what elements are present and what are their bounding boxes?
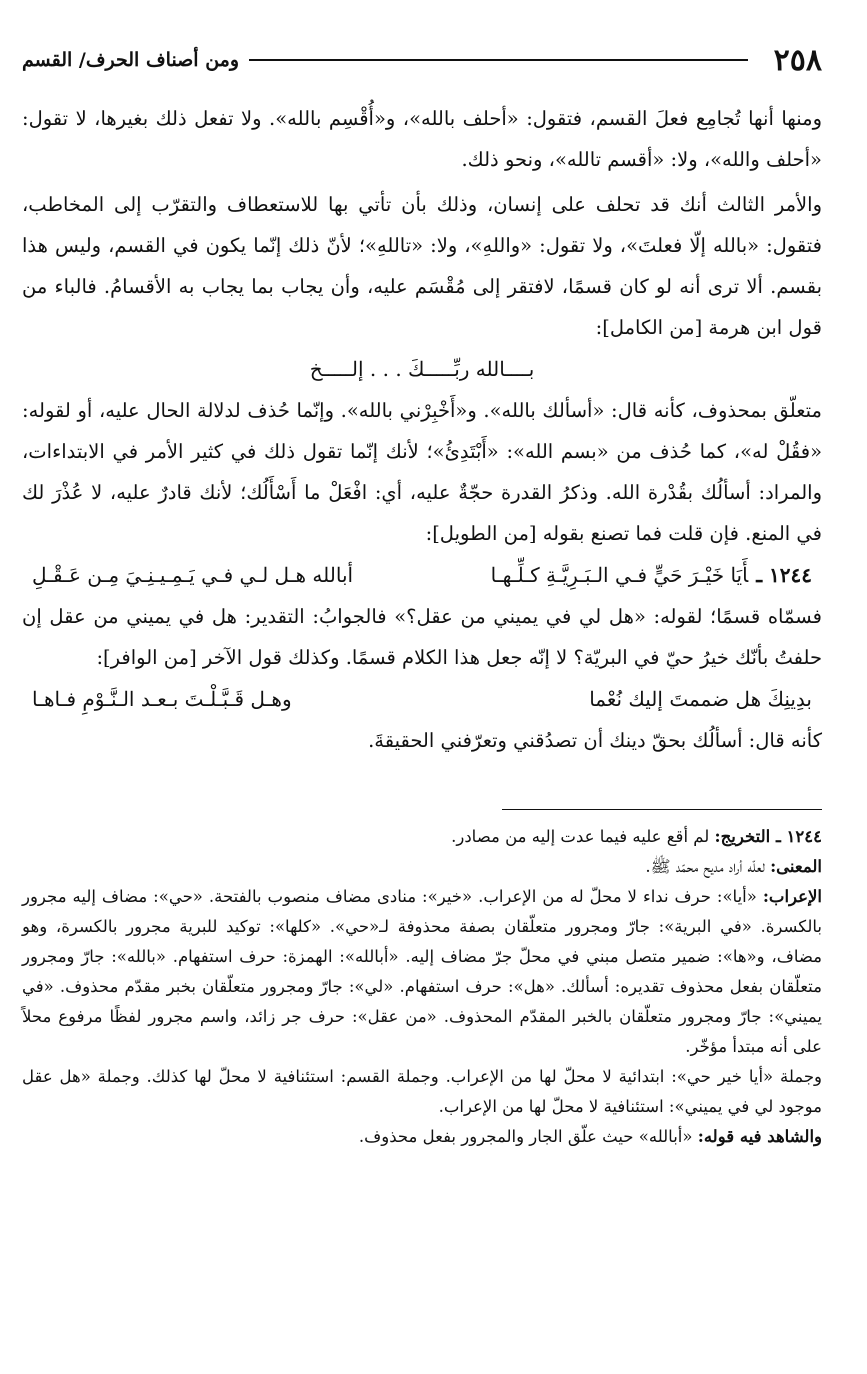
verse-fragment — [22, 348, 822, 390]
paragraph-5: كأنه قال: أسألُك بحقّ دينك أن تصدُقني وتعرّفني الحقيقةَ. — [368, 729, 822, 752]
paragraph-3: متعلّق بمحذوف، كأنه قال: «أسألك بالله». و«أَخْبِرْني بالله». وإنّما حُذف لدلالة الحال عليه، أو لقوله: «فقُلْ له»، كما حُذف من «بسم الله»: «أَبْتَدِئُ»؛ لأنك إنّما تقول ذلك في كثير الأمر في الابتداءات، والمراد: أسألُك بقُدْرة الله. وذكرُ القدرة حجّةٌ عليه، أي: افْعَلْ ما أَسْأَلُك؛ لأنك قادرٌ عليه، لا عُذْرَ لك في المنع. فإن قلت فما تصنع بقوله [من الطويل]: — [22, 399, 822, 545]
footnote-rule — [502, 809, 822, 810]
verse-2 — [22, 678, 822, 720]
page-header — [22, 40, 822, 80]
book-page — [22, 40, 822, 1360]
footnote-sentences: وجملة «أيا خير حي»: ابتدائية لا محلّ لها من الإعراب. وجملة القسم: استئنافية لا محلّ لها كذلك. وجملة «هل عقل موجود لي في يميني»: استئنافية لا محلّ لها من الإعراب. — [22, 1067, 822, 1116]
paragraph-2: والأمر الثالث أنك قد تحلف على إنسان، وذلك بأن تأتي بها للاستعطاف والتقرّب إلى المخاطب، فتقول: «بالله إلّا فعلتَ»، ولا تقول: «واللهِ»، ولا: «تاللهِ»؛ لأنّ ذلك إنّما يكون في القسم، وليس هذا بقسم. ألا ترى أنه لو كان قسمًا، لافتقر إلى مُقْسَم عليه، وأن يجاب بما يجاب به الأقسامُ. فالباء من قول ابن هرمة [من الكامل]: — [22, 193, 822, 339]
verse-1244-second-hemistich: أبالله هـل لـي فـي يَـمِـيـنِـيَ مِـن عَـقْـلِ — [32, 563, 354, 587]
footnote-irab: الإعراب: «أيا»: حرف نداء لا محلّ له من الإعراب. «خير»: منادى مضاف منصوب بالفتحة. «حي»: مضاف إليه مجرور بالكسرة. «في البرية»: جارّ ومجرور متعلّقان بصفة محذوفة لـ«حي». «كلها»: توكيد للبرية مجرور بالكسرة، وهو مضاف، و«ها»: ضمير متصل مبني في محلّ جرّ مضاف إليه. «أبالله»: الهمزة: حرف استفهام. «بالله»: جارّ ومجرور متعلّقان بفعل محذوف تقديره: أسألك. «هل»: حرف استفهام. «لي»: جارّ ومجرور متعلّقان بخبر مقدّم محذوف. «في يميني»: جارّ ومجرور متعلّقان بالخبر المقدّم المحذوف. «من عقل»: حرف جر زائد، واسم مجرور لفظًا مرفوع محلاً على أنه مبتدأ مؤخّر. — [22, 887, 822, 1056]
paragraph-1: ومنها أنها تُجامِع فعلَ القسم، فتقول: «أحلف بالله»، و«أُقْسِم بالله». ولا تفعل ذلك بغيرها، لا تقول: «أحلف والله»، ولا: «أقسم تالله»، ونحو ذلك. — [22, 107, 822, 171]
footnotes — [22, 822, 822, 1152]
main-text — [22, 98, 822, 761]
verse-fragment-text: بــــالله ربِّـــــكَ . . . إلـــــخ — [309, 357, 535, 381]
footnote-evidence: والشاهد فيه قوله: «أبالله» حيث علّق الجار والمجرور بفعل محذوف. — [358, 1127, 822, 1146]
verse-2-first-hemistich: بدِينِكَ هل ضممتَ إليك نُعْما — [589, 687, 812, 711]
verse-1244 — [22, 554, 822, 596]
page-number: ٢٥٨ — [773, 42, 822, 78]
running-title: ومن أصناف الحرف/ القسم — [22, 49, 240, 71]
verse-number: ١٢٤٤ ـ — [756, 563, 812, 587]
footnote-meaning: المعنى: لعلّه أراد مديح محمّد ﷺ. — [645, 857, 822, 876]
paragraph-4: فسمّاه قسمًا؛ لقوله: «هل لي في يميني من عقل؟» فالجوابُ: التقدير: هل في يميني من عقل إن حلفتُ بأنّك خيرُ حيّ في البريّة؟ لا إنّه جعل هذا الكلام قسمًا. وكذلك قول الآخر [من الوافر]: — [22, 605, 822, 669]
verse-1244-first-hemistich: ١٢٤٤ ـأَيَا خَيْـرَ حَيٍّ فـي الـبَـرِيَّـةِ كـلِّـهـا — [490, 563, 812, 587]
header-rule — [249, 59, 748, 61]
verse-2-second-hemistich: وهـل قَـبَّـلْـتَ بـعـد الـنَّـوْمِ فـاهـا — [32, 687, 292, 711]
footnote-takhrij: ١٢٤٤ ـ التخريج: لم أقع عليه فيما عدت إليه من مصادر. — [451, 827, 822, 846]
